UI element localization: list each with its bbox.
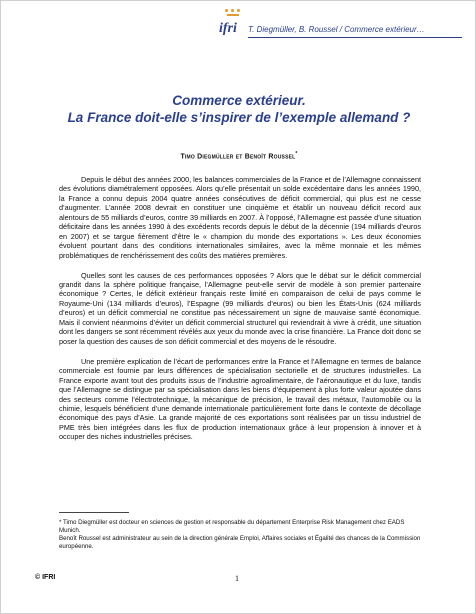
title-line-1: Commerce extérieur. — [172, 93, 306, 108]
authors — [1, 151, 476, 160]
paragraph: Une première explication de l’écart de performances entre la France et l’Allemagne en termes de balance commerciale est fournie par leurs différences de spécialisation sectorielle et de structures industrielles. La France exporte avant tout des produits issus de l’industrie agroalimentaire, de l’aéronautique et du luxe, tandis que l’Allemagne se distingue par sa spécialisation dans les biens d’équipement à plus forte valeur ajoutée dans des secteurs comme l’électrotechnique, la mécanique de précision, le travail des métaux, l’automobile ou la chimie, lesquels bénéficient d’une demande internationale particulièrement forte dans le contexte de décollage économique des pays d’Asie. La grande majorité de ces exportations sont réalisées par un tissu industriel de PME très bien intégrées dans les flux de production internationaux grâce à leur propension à innover et à occuper des niches industrielles précises. — [59, 356, 421, 442]
header-rule — [248, 37, 462, 38]
footnotes — [59, 519, 421, 551]
page-number: 1 — [235, 574, 239, 583]
authors-text: Timo Diegmüller et Benoît Roussel — [180, 153, 296, 161]
page-header — [217, 9, 465, 43]
paragraph: Quelles sont les causes de ces performances opposées ? Alors que le débat sur le déficit commercial grandit dans la sphère politique française, l’Allemagne peut-elle servir de modèle à son premier partenaire économique ? Certes, le déficit extérieur français reste limité en comparaison de celui de pays comme le Royaume-Uni (134 milliards d’euros), l’Espagne (99 milliards d’euros) ou bien les États-Unis (624 milliards d’euros) et un déficit commercial ne constitue pas nécessairement un signe de mauvaise santé économique. Mais il convient néanmoins d’éviter un déficit commercial structurel qui reviendrait à vivre à crédit, une situation dont les dangers se sont récemment révélés aux yeux du monde avec la crise financière. La France doit donc se poser la question des causes de son déficit commercial et des moyens de le résoudre. — [59, 270, 421, 346]
copyright: © IFRI — [35, 574, 56, 581]
author-footnote-marker: * — [295, 151, 298, 157]
document-title — [1, 92, 476, 126]
running-title: T. Diegmüller, B. Roussel / Commerce extérieur… — [248, 25, 425, 34]
body-text — [59, 175, 421, 452]
ifri-logo — [217, 9, 247, 41]
title-line-2: La France doit-elle s’inspirer de l’exemple allemand ? — [67, 110, 411, 125]
logo-text: ifri — [219, 21, 237, 36]
footnote: * Timo Diegmüller est docteur en sciences de gestion et responsable du département Enterprise Risk Management chez EADS Munich. — [59, 519, 405, 535]
paragraph: Depuis le début des années 2000, les balances commerciales de la France et de l’Allemagne connaissent des évolutions diamétralement opposées. Alors qu’elle présentait un solde excédentaire dans les années 1990, la France a connu depuis 2004 quatre années consécutives de déficit commercial, qui plus est ne cesse d’augmenter. L’année 2008 devrait en constituer une cinquième et établir un nouveau déficit record aux alentours de 55 milliards d’euros, contre 39 milliards en 2007. À l’opposé, l’Allemagne est passée d’une situation déficitaire dans les années 1990 à des excédents records depuis le début de la décennie (194 milliards d’euros en 2007) et se targue fièrement d’être le « champion du monde des exportations ». Les deux économies évoluent pourtant dans des conditions internationales similaires, avec la même monnaie et les mêmes problématiques de renchérissement des coûts des matières premières. — [59, 175, 421, 260]
footnote-rule — [59, 512, 129, 513]
footnote: Benoît Roussel est administrateur au sein de la direction générale Emploi, Affaires sociales et Égalité des chances de la Commission européenne. — [59, 535, 421, 551]
